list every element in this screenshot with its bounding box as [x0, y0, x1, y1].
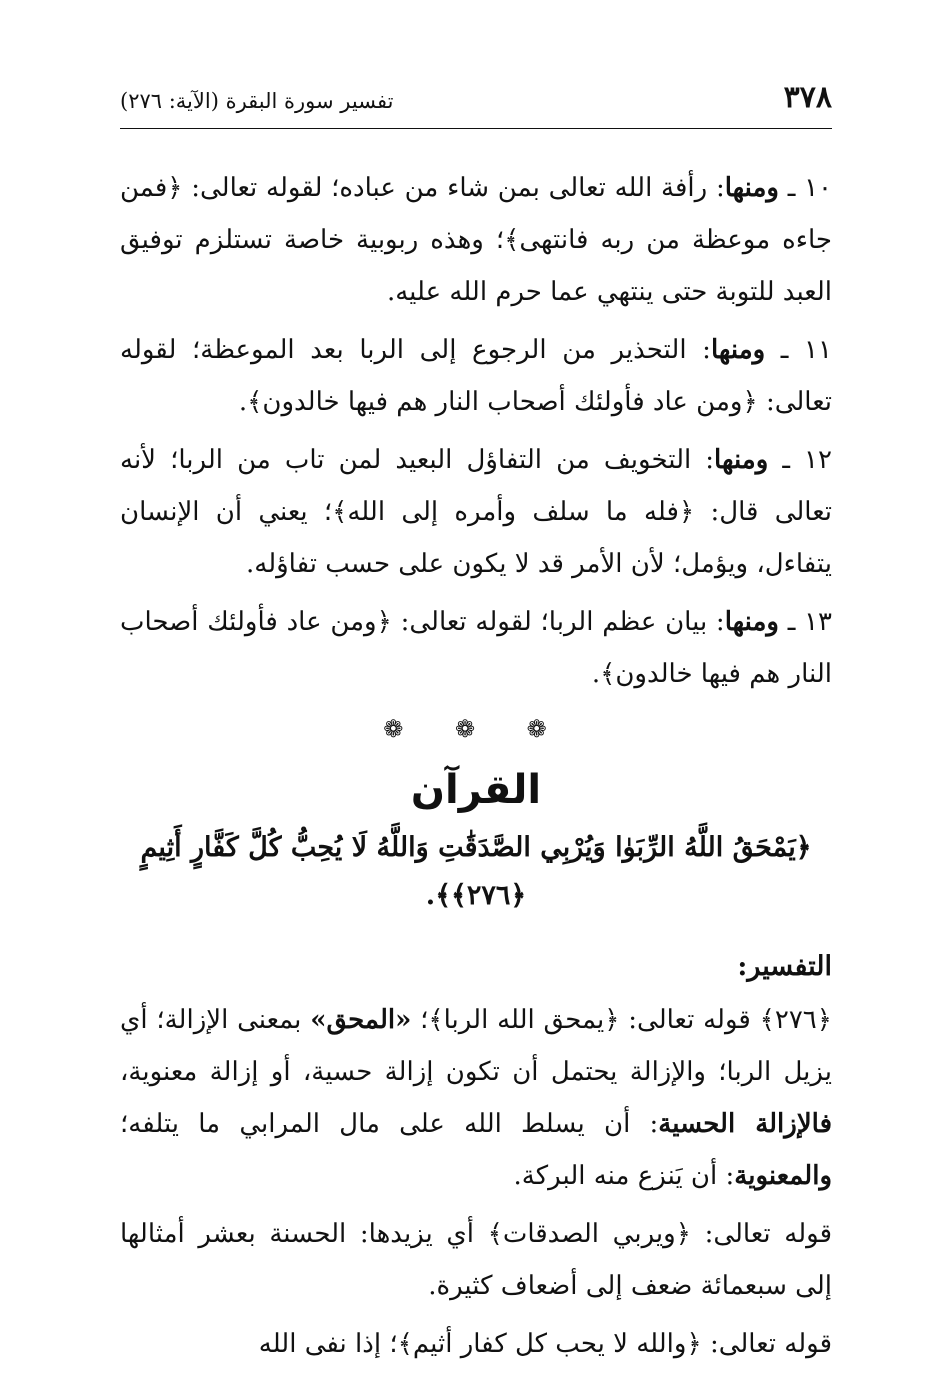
point-text: : التخويف من التفاؤل البعيد لمن تاب من الربا؛ لأنه تعالى قال: ﴿فله ما سلف وأمره إلى الله﴾؛ يعني أن الإنسان يتفاءل، ويؤمل؛ لأن الأمر قد لا يكون على حسب تفاؤله. [120, 445, 832, 579]
quran-heading: القرآن [410, 767, 542, 813]
term-mahq: «المحق» [310, 1005, 412, 1035]
point-number: ١٢ ـ [768, 445, 832, 475]
tafsir-paragraph-1 [120, 994, 832, 1202]
page-header [120, 78, 832, 124]
term-moral-removal: والمعنوية [734, 1161, 832, 1191]
tafsir-text: ﴿٢٧٦﴾ قوله تعالى: ﴿يمحق الله الربا﴾؛ [411, 1005, 832, 1035]
tafsir-heading: التفسير: [737, 951, 832, 982]
term-physical-removal: فالإزالة الحسية [658, 1109, 833, 1139]
quran-verse: ﴿يَمْحَقُ اللَّهُ الرِّبَوٰا وَيُرْبِي الصَّدَقَٰتِ وَاللَّهُ لَا يُحِبُّ كُلَّ كَفَّارٍ أَثِيمٍ ﴿٢٧٦﴾﴾. [140, 832, 812, 911]
point-text: : بيان عظم الربا؛ لقوله تعالى: ﴿ومن عاد فأولئك أصحاب النار هم فيها خالدون﴾. [120, 607, 832, 689]
point-text: : التحذير من الرجوع إلى الربا بعد الموعظة؛ لقوله تعالى: ﴿ومن عاد فأولئك أصحاب النار هم فيها خالدون﴾. [120, 335, 832, 417]
tafsir-paragraph-3: قوله تعالى: ﴿والله لا يحب كل كفار أثيم﴾؛ إذا نفى الله [258, 1329, 832, 1359]
point-10 [120, 162, 832, 318]
tafsir-paragraph-2: قوله تعالى: ﴿ويربي الصدقات﴾ أي يزيدها: الحسنة بعشر أمثالها إلى سبعمائة ضعف إلى أضعاف كثيرة. [120, 1219, 832, 1301]
point-number: ١٣ ـ [778, 607, 832, 637]
point-label: ومنها [710, 335, 766, 365]
point-number: ١١ ـ [765, 335, 832, 365]
point-11 [120, 324, 832, 428]
point-text: : رأفة الله تعالى بمن شاء من عباده؛ لقوله تعالى: ﴿فمن جاءه موعظة من ربه فانتهى﴾؛ وهذه ربوبية خاصة تستلزم توفيق العبد للتوبة حتى ينتهي عما حرم الله عليه. [120, 173, 832, 307]
page-body [120, 162, 832, 1376]
point-13 [120, 596, 832, 700]
point-12 [120, 434, 832, 590]
point-label: ومنها [714, 445, 769, 475]
running-title: تفسير سورة البقرة (الآية: ٢٧٦) [120, 89, 394, 113]
page-number: ٣٧٨ [783, 80, 832, 115]
point-label: ومنها [724, 173, 779, 203]
point-number: ١٠ ـ [778, 173, 832, 203]
tafsir-text: بمعنى الإزالة؛ أي يزيل الربا؛ والإزالة يحتمل أن تكون إزالة حسية، أو إزالة معنوية، [120, 1005, 832, 1087]
tafsir-text: : أن يسلط الله على مال المرابي ما يتلفه؛ [120, 1109, 659, 1139]
section-separator: ❁ ❁ ❁ [383, 715, 569, 743]
tafsir-text: : أن يَنزع منه البركة. [513, 1161, 735, 1191]
header-rule [120, 128, 832, 129]
point-label: ومنها [724, 607, 779, 637]
